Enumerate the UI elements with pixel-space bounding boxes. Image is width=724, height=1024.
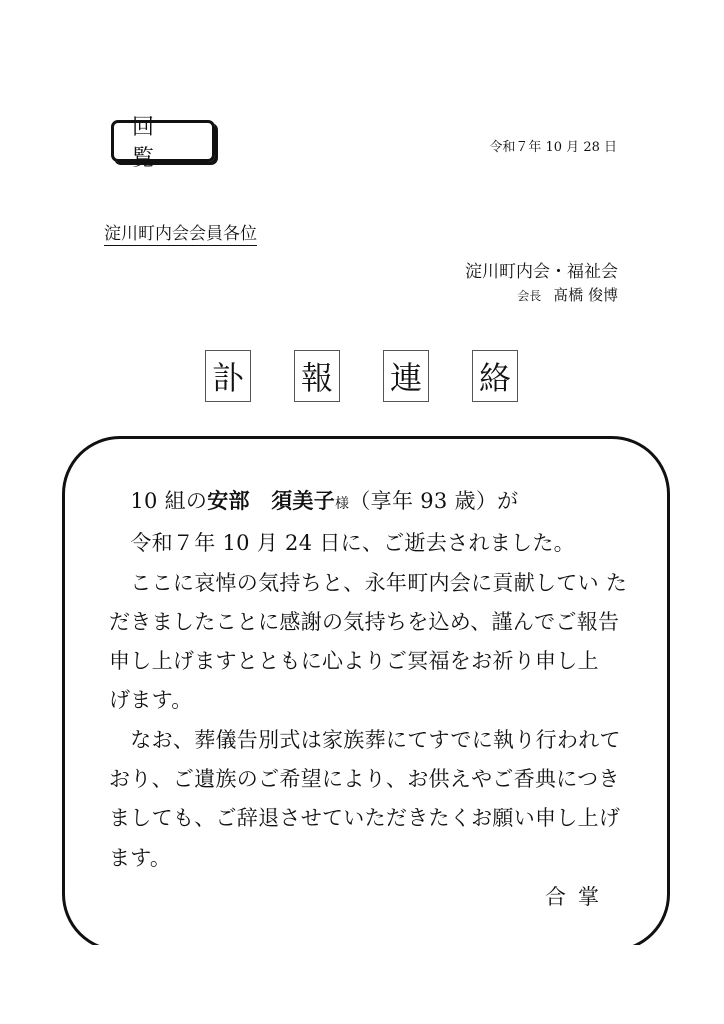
- body-line: 令和７年 10 月 24 日に、ご逝去されました。: [130, 531, 575, 556]
- deceased-line: [109, 481, 639, 524]
- sender-name: 髙橋 俊博: [553, 286, 618, 304]
- circulation-stamp: 回 覧: [111, 120, 215, 162]
- title-char: 報: [294, 350, 340, 402]
- age-text: （享年 93 歳）が: [349, 489, 519, 513]
- body-line: ましても、ご辞退させていただきたくお願い申し上げ: [109, 806, 621, 831]
- body-line: ます。: [109, 845, 172, 870]
- group-number: 10 組の: [130, 489, 208, 513]
- body-line: 申し上げますとともに心よりご冥福をお祈り申し上: [109, 649, 599, 674]
- title-char: 絡: [472, 350, 518, 402]
- notice-title: [205, 350, 519, 404]
- sender-organization: 淀川町内会・福祉会: [465, 262, 618, 282]
- body-line: げます。: [109, 688, 193, 713]
- title-char: 訃: [205, 350, 251, 402]
- closing-gassho: 合掌: [545, 885, 611, 909]
- deceased-name: 安部 須美子: [207, 488, 336, 513]
- body-line: だきましたことに感謝の気持ちを込め、謹んでご報告: [109, 609, 620, 634]
- honorific: 様: [335, 496, 350, 512]
- notice-body: [109, 481, 639, 878]
- notice-frame: [62, 436, 670, 952]
- issue-date: 令和７年 10 月 28 日: [489, 140, 617, 155]
- page-cut: [62, 945, 670, 965]
- body-line: ここに哀悼の気持ちと、永年町内会に貢献してい た: [109, 570, 628, 595]
- sender-person: [517, 284, 618, 305]
- body-line: なお、葬儀告別式は家族葬にてすでに執り行われて: [109, 727, 621, 752]
- addressee: 淀川町内会会員各位: [104, 219, 257, 246]
- body-line: おり、ご遺族のご希望により、お供えやご香典につき: [109, 767, 620, 792]
- title-char: 連: [383, 350, 429, 402]
- sender-role: 会長: [517, 289, 542, 303]
